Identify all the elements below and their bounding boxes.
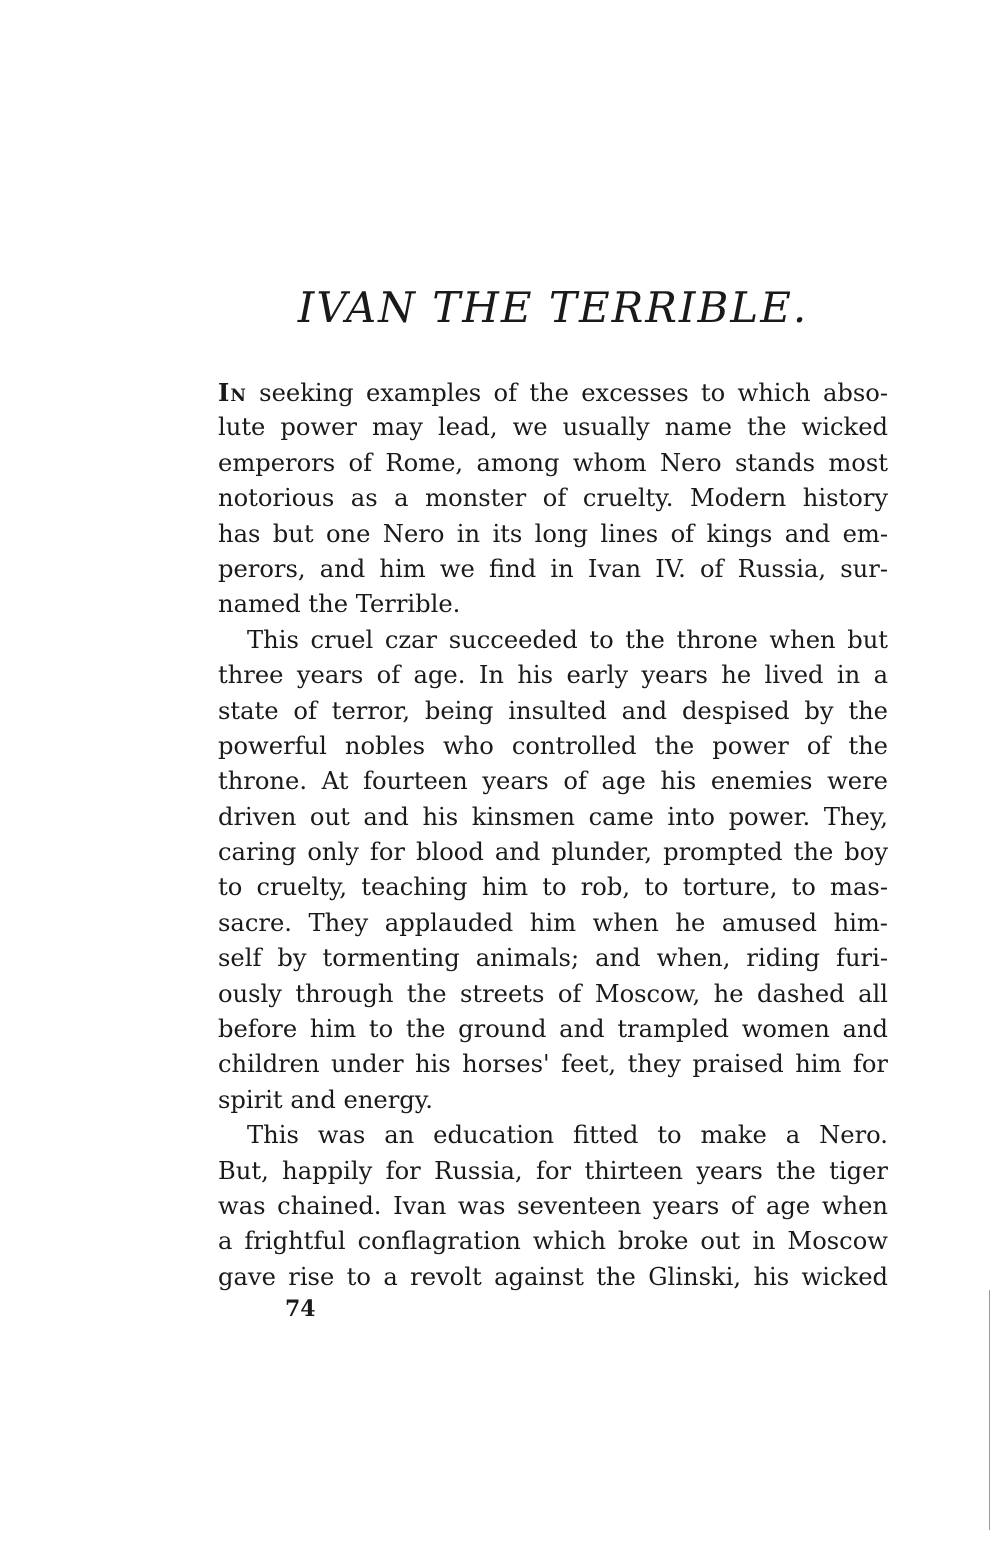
text-line: to cruelty, teaching him to rob, to torture, to mas- [218, 873, 888, 902]
chapter-title: IVAN THE TERRIBLE. [297, 283, 809, 332]
text-line: In seeking examples of the excesses to which abso- [218, 378, 888, 407]
text-line: lute power may lead, we usually name the wicked [218, 413, 888, 442]
text-line: state of terror, being insulted and despised by the [218, 696, 888, 725]
text-line: self by tormenting animals; and when, riding furi- [218, 944, 888, 973]
text-line: notorious as a monster of cruelty. Modern history [218, 484, 888, 513]
text-line: sacre. They applauded him when he amused him- [218, 908, 888, 937]
dropcap: In [218, 378, 247, 407]
text-line: This was an education fitted to make a Nero. [247, 1121, 888, 1150]
text-line: perors, and him we find in Ivan IV. of Russia, sur- [218, 554, 888, 583]
text-line: before him to the ground and trampled women and [218, 1015, 888, 1044]
text-line: gave rise to a revolt against the Glinski, his wicked [218, 1262, 888, 1291]
text-line: But, happily for Russia, for thirteen years the tiger [218, 1156, 888, 1185]
text-line: emperors of Rome, among whom Nero stands most [218, 448, 888, 477]
text-line: named the Terrible. [218, 590, 461, 619]
text-line: has but one Nero in its long lines of kings and em- [218, 519, 888, 548]
text-line: spirit and energy. [218, 1085, 433, 1114]
text-line: ously through the streets of Moscow, he dashed all [218, 979, 888, 1008]
text-line: three years of age. In his early years he lived in a [218, 661, 888, 690]
text-line: a frightful conflagration which broke out in Moscow [218, 1227, 888, 1256]
text-line: This cruel czar succeeded to the throne when but [247, 625, 888, 654]
body-text [218, 375, 888, 1295]
text-line: powerful nobles who controlled the power of the [218, 731, 888, 760]
text-line: caring only for blood and plunder, prompted the boy [218, 838, 888, 867]
page-number: 74 [285, 1296, 316, 1322]
text-line: was chained. Ivan was seventeen years of age when [218, 1191, 888, 1220]
text-line: children under his horses' feet, they praised him for [218, 1050, 888, 1079]
text-line: throne. At fourteen years of age his enemies were [218, 767, 888, 796]
text-line: driven out and his kinsmen came into power. They, [218, 802, 888, 831]
page-edge-line [989, 1290, 990, 1530]
